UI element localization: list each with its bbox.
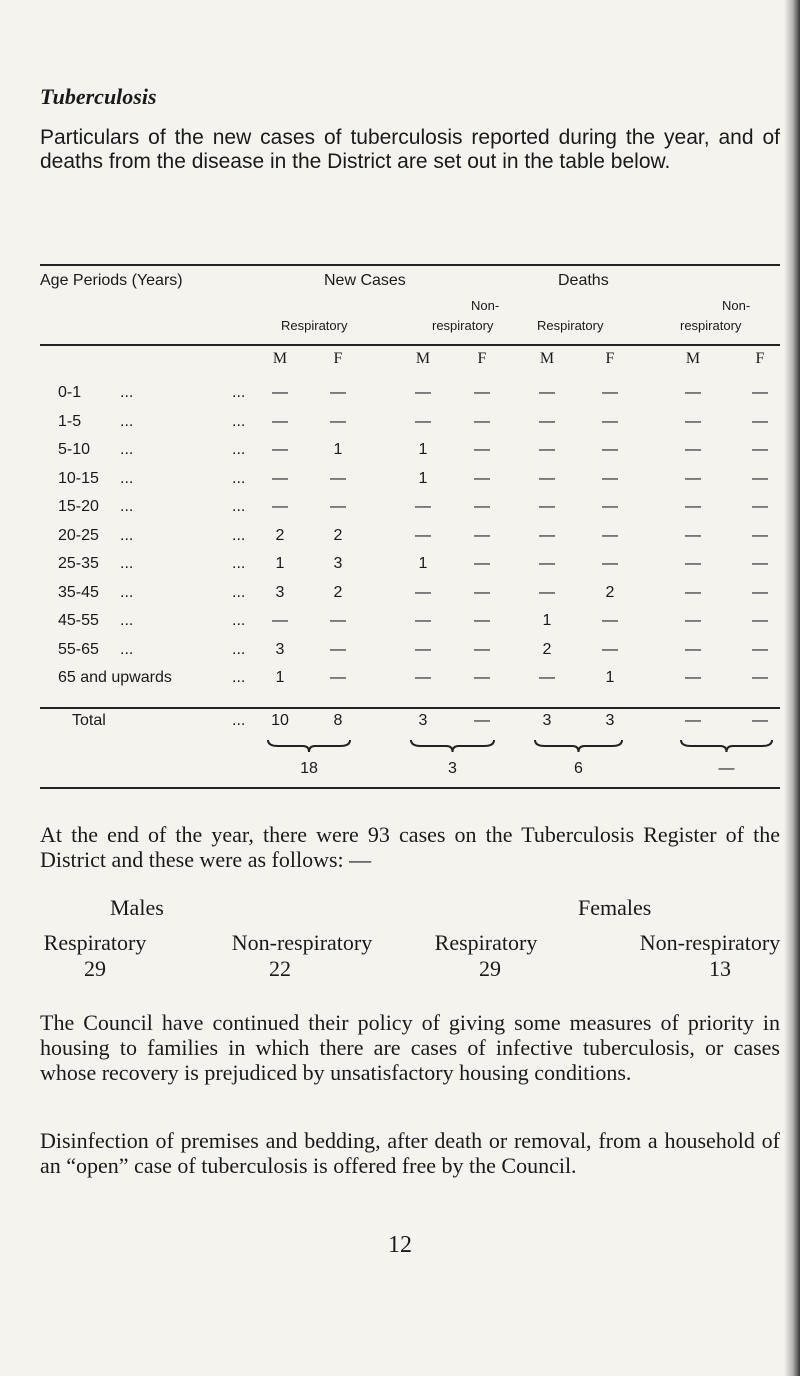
table-cell: — — [602, 441, 618, 458]
housing-paragraph: The Council have continued their policy of giving some measures of priority in housing to families in which there are cases of infective tuberculosis, or cases whose recovery is prejudiced by unsatisfactory housing conditions. — [40, 1010, 780, 1085]
table-cell: — — [330, 469, 346, 487]
leader-dots: ... — [232, 640, 246, 658]
table-cell: 2 — [275, 526, 285, 544]
leader-dots: ... — [232, 669, 246, 686]
table-cell: — — [685, 669, 701, 686]
table-cell: — — [752, 469, 768, 487]
table-cell: — — [752, 412, 768, 430]
table-cell: — — [474, 441, 490, 458]
leader-dots: ... — [120, 612, 134, 629]
register-count: 22 — [269, 956, 291, 981]
register-males-label: Males — [110, 895, 164, 920]
register-category: Respiratory — [434, 930, 538, 955]
age-period-label: 35-45 — [58, 583, 99, 601]
table-cell: 2 — [605, 583, 615, 601]
table-cell: — — [415, 498, 431, 515]
table-cell: — — [539, 583, 555, 601]
age-period-label: 15-20 — [58, 498, 99, 515]
leader-dots: ... — [232, 441, 246, 458]
table-cell: — — [752, 583, 768, 601]
table-cell: — — [272, 469, 288, 487]
intro-paragraph: Particulars of the new cases of tuberculosis reported during the year, and of deaths from the disease in the District are set out in the table below. — [40, 126, 780, 173]
table-cell: — — [415, 669, 431, 686]
table-cell: — — [474, 526, 490, 544]
table-cell: — — [474, 669, 490, 686]
sex-label: M — [539, 350, 555, 367]
combined-total: 18 — [300, 760, 318, 777]
table-cell: — — [685, 469, 701, 487]
total-cell: 3 — [542, 712, 552, 729]
table-cell: 3 — [275, 583, 285, 601]
table-cell: — — [685, 498, 701, 515]
table-cell: — — [272, 498, 288, 515]
table-cell: — — [539, 412, 555, 430]
table-cell: — — [330, 640, 346, 658]
leader-dots: ... — [120, 441, 134, 458]
total-cell: — — [685, 712, 701, 729]
combined-total: 6 — [574, 760, 583, 777]
sex-label: F — [755, 350, 765, 367]
pair-brace — [681, 740, 772, 752]
total-cell: 10 — [271, 712, 289, 729]
table-cell: — — [539, 526, 555, 544]
table-cell: — — [602, 555, 618, 572]
total-cell: 8 — [333, 712, 343, 729]
leader-dots: ... — [120, 384, 134, 401]
table-cell: — — [752, 384, 768, 401]
sex-label: F — [605, 350, 615, 367]
table-cell: — — [685, 583, 701, 601]
table-cell: — — [602, 412, 618, 430]
table-cell: — — [415, 412, 431, 430]
table-cell: 1 — [542, 612, 552, 629]
page-edge-shadow — [784, 0, 800, 1376]
total-braces — [0, 738, 800, 758]
total-rule — [40, 707, 780, 709]
table-cell: 1 — [275, 669, 285, 686]
table-cell: 1 — [418, 441, 428, 458]
table-cell: 2 — [333, 583, 343, 601]
register-count: 29 — [479, 956, 501, 981]
table-cell: — — [602, 469, 618, 487]
total-cell: 3 — [418, 712, 428, 729]
total-cell: 3 — [605, 712, 615, 729]
age-period-label: 1-5 — [58, 412, 82, 430]
leader-dots: ... — [232, 384, 246, 401]
register-count: 13 — [709, 956, 731, 981]
pair-brace — [535, 740, 622, 752]
register-category: Non-respiratory — [639, 930, 781, 955]
leader-dots: ... — [232, 526, 246, 544]
combined-total: 3 — [448, 760, 457, 777]
table-top-rule — [40, 264, 780, 266]
table-cell: — — [415, 583, 431, 601]
register-category: Non-respiratory — [231, 930, 373, 955]
header-deaths: Deaths — [558, 272, 609, 289]
sex-label: F — [477, 350, 487, 367]
table-cell: — — [415, 526, 431, 544]
table-cell: — — [330, 612, 346, 629]
combined-total: — — [718, 760, 735, 777]
section-heading: Tuberculosis — [40, 84, 157, 109]
table-cell: — — [415, 640, 431, 658]
table-cell: — — [602, 640, 618, 658]
age-period-label: 55-65 — [58, 640, 99, 658]
table-cell: — — [685, 384, 701, 401]
leader-dots: ... — [120, 469, 134, 487]
header-new-respiratory: Respiratory — [281, 318, 348, 333]
header-death-nonresp-bottom: respiratory — [680, 318, 742, 333]
leader-dots: ... — [232, 555, 246, 572]
table-cell: 1 — [418, 555, 428, 572]
table-cell: — — [539, 669, 555, 686]
pair-brace — [411, 740, 494, 752]
total-label: Total — [72, 712, 106, 729]
table-cell: — — [685, 640, 701, 658]
register-count: 29 — [84, 956, 106, 981]
leader-dots: ... — [232, 583, 246, 601]
header-rule — [40, 344, 780, 346]
total-leader-dots: ... — [232, 712, 246, 729]
age-period-label: 65 and upwards — [58, 669, 172, 686]
header-new-nonresp-bottom: respiratory — [432, 318, 494, 333]
sex-label: M — [272, 350, 288, 367]
table-cell: — — [752, 669, 768, 686]
table-cell: — — [330, 498, 346, 515]
age-period-label: 20-25 — [58, 526, 99, 544]
leader-dots: ... — [120, 526, 134, 544]
age-period-label: 10-15 — [58, 469, 99, 487]
leader-dots: ... — [120, 498, 134, 515]
leader-dots: ... — [120, 412, 134, 430]
table-cell: — — [330, 669, 346, 686]
age-period-label: 0-1 — [58, 384, 82, 401]
table-cell: — — [752, 555, 768, 572]
table-cell: 3 — [333, 555, 343, 572]
table-cell: — — [474, 469, 490, 487]
table-cell: — — [539, 498, 555, 515]
sex-label: F — [333, 350, 343, 367]
table-cell: — — [539, 555, 555, 572]
table-cell: — — [752, 640, 768, 658]
table-cell: — — [272, 441, 288, 458]
leader-dots: ... — [232, 612, 246, 629]
total-cell: — — [752, 712, 768, 729]
table-cell: — — [474, 583, 490, 601]
age-period-label: 5-10 — [58, 441, 91, 458]
register-paragraph: At the end of the year, there were 93 cases on the Tuberculosis Register of the District and these were as follows: — — [40, 822, 780, 872]
table-cell: 1 — [605, 669, 615, 686]
table-cell: — — [685, 612, 701, 629]
table-cell: — — [602, 526, 618, 544]
register-category: Respiratory — [43, 930, 147, 955]
register-females-label: Females — [578, 895, 652, 920]
leader-dots: ... — [120, 640, 134, 658]
table-cell: 1 — [275, 555, 285, 572]
leader-dots: ... — [120, 555, 134, 572]
header-death-nonresp-top: Non- — [722, 298, 751, 313]
table-cell: — — [685, 526, 701, 544]
table-cell: 1 — [418, 469, 428, 487]
leader-dots: ... — [232, 412, 246, 430]
table-cell: — — [602, 498, 618, 515]
table-cell: — — [539, 469, 555, 487]
table-cell: 3 — [275, 640, 285, 658]
table-cell: — — [602, 612, 618, 629]
table-cell: — — [685, 412, 701, 430]
table-cell: — — [415, 612, 431, 629]
table-cell: 2 — [333, 526, 343, 544]
table-cell: — — [474, 384, 490, 401]
table-cell: — — [272, 412, 288, 430]
table-cell: 2 — [542, 640, 552, 658]
table-cell: — — [272, 384, 288, 401]
table-cell: — — [330, 412, 346, 430]
disinfection-paragraph: Disinfection of premises and bedding, after death or removal, from a household of an “open” case of tuberculosis is offered free by the Council. — [40, 1128, 780, 1178]
sex-label: M — [685, 350, 701, 367]
age-period-label: 45-55 — [58, 612, 99, 629]
table-cell: — — [685, 555, 701, 572]
pair-brace — [268, 740, 350, 752]
table-cell: — — [474, 555, 490, 572]
table-cell: — — [539, 384, 555, 401]
table-bottom-rule — [40, 787, 780, 789]
header-new-cases: New Cases — [324, 272, 406, 289]
leader-dots: ... — [232, 498, 246, 515]
table-cell: — — [602, 384, 618, 401]
table-cell: — — [752, 498, 768, 515]
table-cell: — — [474, 612, 490, 629]
table-cell: — — [539, 441, 555, 458]
table-cell: — — [752, 612, 768, 629]
table-cell: 1 — [333, 441, 343, 458]
age-period-label: 25-35 — [58, 555, 99, 572]
table-cell: — — [272, 612, 288, 629]
sex-label: M — [415, 350, 431, 367]
leader-dots: ... — [232, 469, 246, 487]
table-cell: — — [474, 498, 490, 515]
table-cell: — — [752, 526, 768, 544]
header-age-periods: Age Periods (Years) — [40, 272, 183, 289]
table-cell: — — [752, 441, 768, 458]
header-death-respiratory: Respiratory — [537, 318, 604, 333]
total-cell: — — [474, 712, 490, 729]
table-cell: — — [685, 441, 701, 458]
header-new-nonresp-top: Non- — [471, 298, 500, 313]
table-cell: — — [330, 384, 346, 401]
table-cell: — — [474, 640, 490, 658]
table-cell: — — [415, 384, 431, 401]
leader-dots: ... — [120, 583, 134, 601]
page-number: 12 — [388, 1232, 412, 1258]
table-cell: — — [474, 412, 490, 430]
